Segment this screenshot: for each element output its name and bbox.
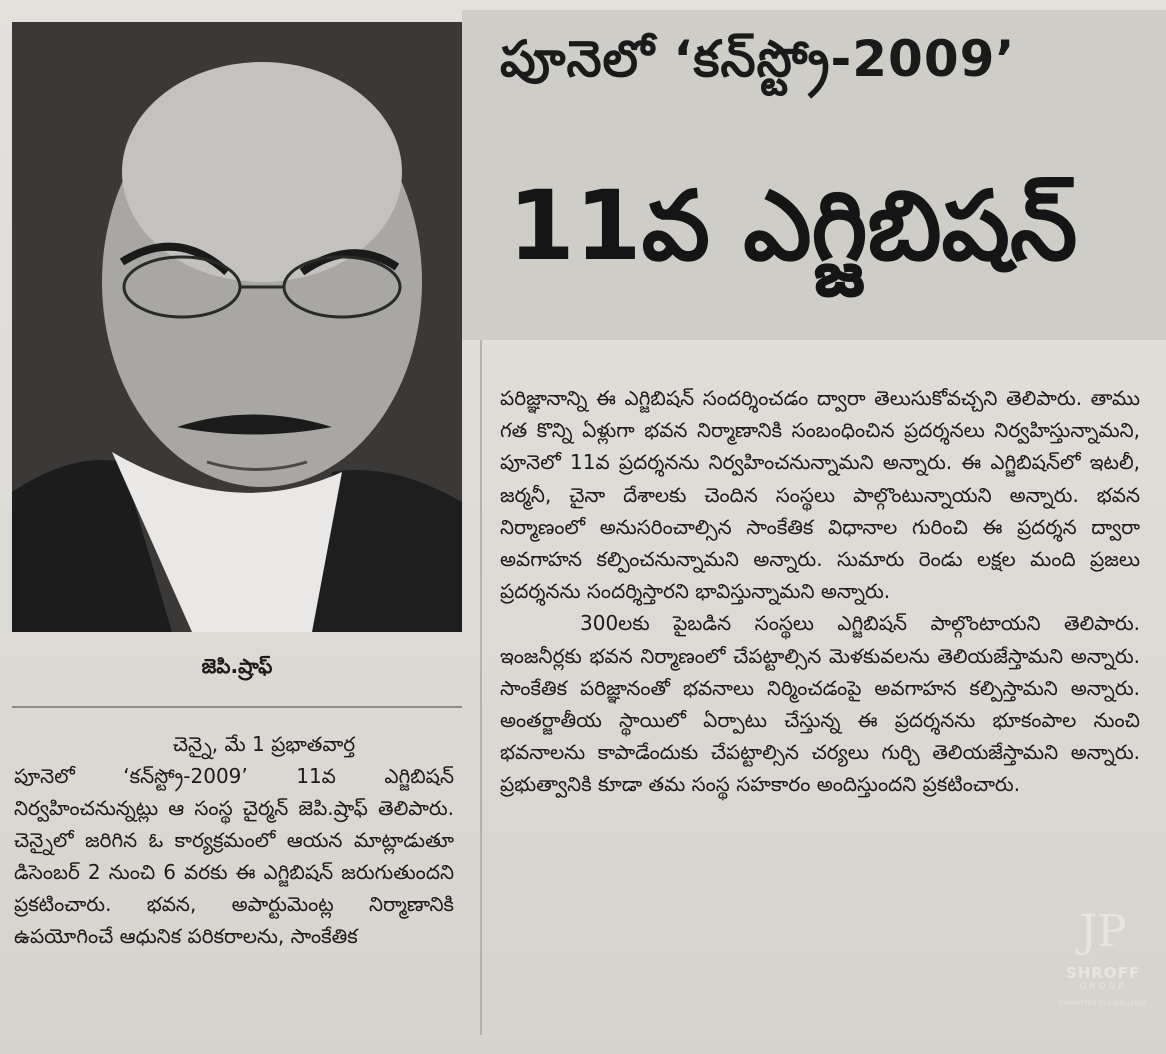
right-column-paragraph-2: 300లకు పైబడిన సంస్థలు ఎగ్జిబిషన్ పాల్గొంటాయని తెలిపారు. ఇంజనీర్లకు భవన నిర్మాణంలో చేపట్టాల్సిన మెళకువలను తెలియజేస్తామని అన్నారు. సాంకేతిక పరిజ్ఞానంతో భవనాలు నిర్మించడంపై అవగాహన కల్పిస్తామని అన్నారు. అంతర్జాతీయ స్థాయిలో ఏర్పాటు చేస్తున్న ఈ ప్రదర్శనను భూకంపాల నుంచి భవనాలను కాపాడేందుకు చేపట్టాల్సిన చర్యలు గుర్చి తెలియజేస్తామని అన్నారు. ప్రభుత్వానికి కూడా తమ సంస్థ సహకారం అందిస్తుందని ప్రకటించారు.: [500, 611, 1140, 797]
photo-caption: జెపి.ష్రాఫ్: [201, 654, 273, 678]
logo-mark: JP: [1079, 906, 1127, 957]
headline-line-2: 11వ ఎగ్జిబిషన్: [508, 170, 1078, 282]
logo-tagline: COMMITTED TO EXCELLENCE: [1059, 1000, 1147, 1007]
left-column: [14, 728, 454, 952]
headline-line-1: పూనెలో ‘కన్‌స్ట్రో-2009’: [500, 30, 1016, 88]
column-divider-horizontal: [12, 706, 462, 708]
portrait-photo: [12, 22, 462, 632]
dateline: చెన్నై, మే 1 ప్రభాతవార్త: [172, 732, 356, 756]
right-column: [500, 382, 1140, 801]
column-divider-vertical: [480, 340, 482, 1035]
logo-group: GROUP: [1079, 982, 1127, 992]
logo-brand: SHROFF: [1065, 964, 1141, 982]
left-column-body: పూనెలో ‘కన్‌స్ట్రో-2009’ 11వ ఎగ్జిబిషన్ నిర్వహించనున్నట్లు ఆ సంస్థ చైర్మన్ జెపి.ష్రాఫ్ తెలిపారు. చెన్నైలో జరిగిన ఓ కార్యక్రమంలో ఆయన మాట్లాడుతూ డిసెంబర్ 2 నుంచి 6 వరకు ఈ ఎగ్జిబిషన్ జరుగుతుందని ప్రకటించారు. భవన, అపార్టుమెంట్ల నిర్మాణానికి ఉపయోగించే ఆధునిక పరికరాలను, సాంకేతిక: [14, 764, 454, 948]
watermark-logo: [1056, 900, 1150, 1024]
right-column-paragraph-1: పరిజ్ఞానాన్ని ఈ ఎగ్జిబిషన్ సందర్శించడం ద్వారా తెలుసుకోవచ్చని తెలిపారు. తాము గత కొన్ని ఏళ్లుగా భవన నిర్మాణానికి సంబంధించిన ప్రదర్శనలు నిర్వహిస్తున్నామని, పూనెలో 11వ ప్రదర్శనను నిర్వహించనున్నామని అన్నారు. ఈ ఎగ్జిబిషన్‌లో ఇటలీ, జర్మనీ, చైనా దేశాలకు చెందిన సంస్థలు పాల్గొంటున్నాయని అన్నారు. భవన నిర్మాణంలో అనుసరించాల్సిన సాంకేతిక విధానాల గురించి ఈ ప్రదర్శన ద్వారా అవగాహన కల్పించనున్నామని అన్నారు. సుమారు రెండు లక్షల మంది ప్రజలు ప్రదర్శనను సందర్శిస్తారని భావిస్తున్నామని అన్నారు.: [500, 386, 1140, 604]
